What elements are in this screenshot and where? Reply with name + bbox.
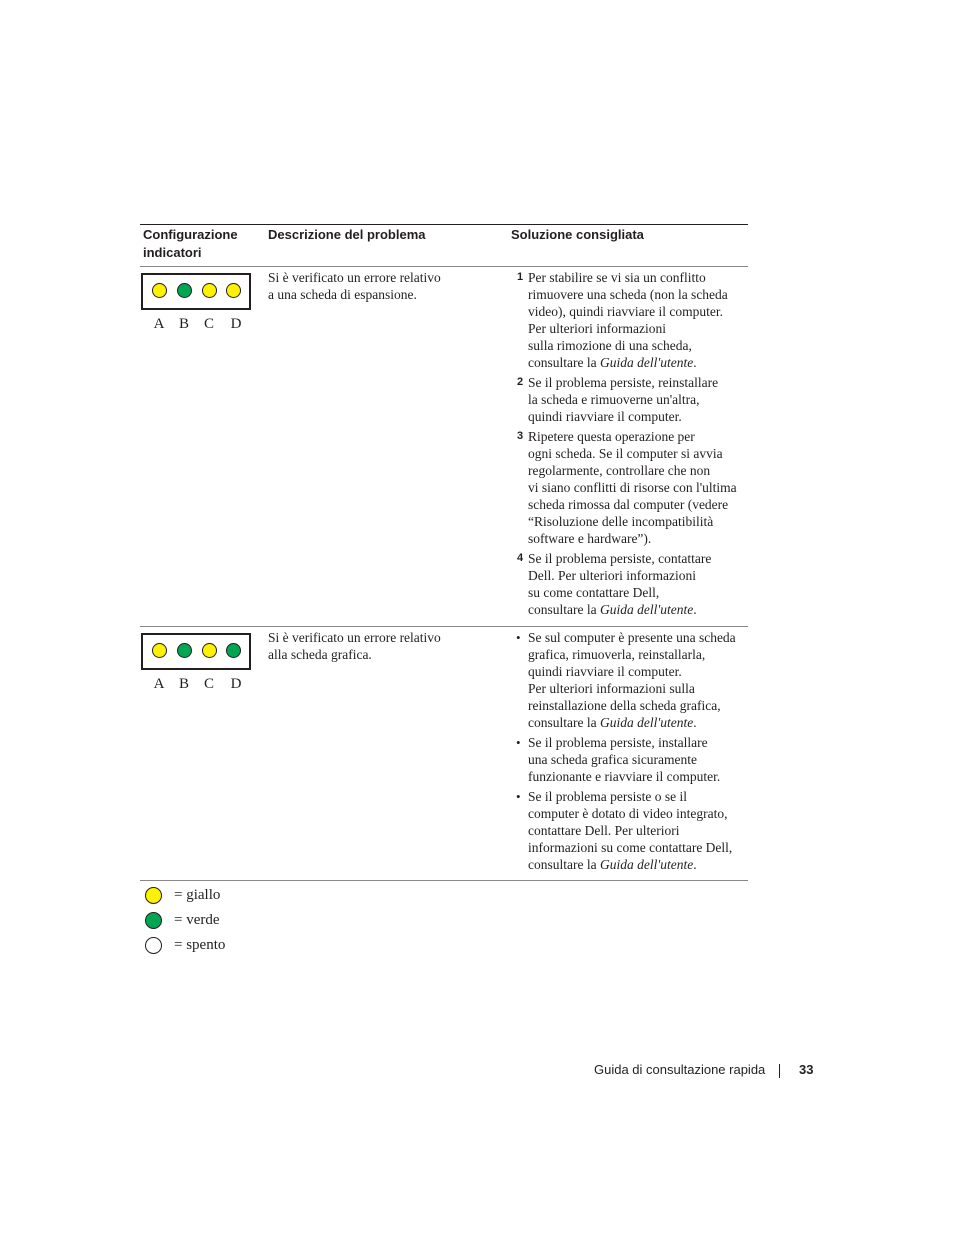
- solution-list-row-2: [515, 629, 750, 876]
- solution-step: [515, 374, 750, 425]
- column-header-config: [143, 226, 238, 262]
- indicator-panel-row-1: [141, 273, 251, 310]
- step-text-line: reinstallazione della scheda grafica,: [528, 698, 721, 713]
- problem-description-row-1: [268, 269, 478, 303]
- bullet-marker: •: [516, 789, 521, 804]
- bullet-marker: •: [516, 630, 521, 645]
- table-top-rule: [140, 224, 748, 225]
- problem-line: Si è verificato un errore relativo: [268, 630, 441, 645]
- reference-suffix: .: [693, 715, 697, 730]
- indicator-led-c: [202, 643, 217, 658]
- indicator-led-b: [177, 283, 192, 298]
- reference-prefix: consultare la: [528, 602, 600, 617]
- indicator-led-d: [226, 643, 241, 658]
- letter-a: A: [153, 316, 165, 332]
- guide-title: Guida dell'utente: [599, 602, 694, 617]
- solution-list-row-1: [515, 269, 750, 621]
- step-text-line: ogni scheda. Se il computer si avvia: [528, 446, 723, 461]
- reference-suffix: .: [693, 355, 697, 370]
- letter-b: B: [178, 316, 189, 332]
- problem-line: alla scheda grafica.: [268, 647, 372, 662]
- letter-d: D: [230, 316, 242, 332]
- step-text-line: computer è dotato di video integrato,: [528, 806, 728, 821]
- indicator-led-c: [202, 283, 217, 298]
- problem-description-row-2: [268, 629, 478, 663]
- step-text-line: video), quindi riavviare il computer.: [528, 304, 723, 319]
- step-text-line: Per stabilire se vi sia un conflitto: [528, 270, 706, 285]
- step-number: 3: [517, 430, 524, 442]
- step-text-line: scheda rimossa dal computer (vedere: [528, 497, 729, 512]
- step-text-line: Dell. Per ulteriori informazioni: [528, 568, 696, 583]
- solution-step: [515, 734, 750, 785]
- step-text-line: Per ulteriori informazioni: [528, 321, 666, 336]
- reference-suffix: .: [693, 857, 697, 872]
- legend-off-label: = spento: [174, 937, 226, 953]
- indicator-led-a: [152, 283, 167, 298]
- step-text-line: quindi riavviare il computer.: [528, 409, 682, 424]
- step-text-line: [528, 856, 750, 873]
- header-config-line-1: Configurazione: [143, 227, 238, 242]
- legend-green-label: = verde: [174, 912, 220, 928]
- problem-line: Si è verificato un errore relativo: [268, 270, 441, 285]
- step-text-line: Ripetere questa operazione per: [528, 429, 695, 444]
- indicator-letters-row-2: [141, 675, 251, 693]
- step-text-line: regolarmente, controllare che non: [528, 463, 711, 478]
- step-number: 4: [517, 552, 524, 564]
- step-text-line: contattare Dell. Per ulteriori: [528, 823, 680, 838]
- footer-title: Guida di consultazione rapida: [594, 1062, 766, 1077]
- step-text-line: Per ulteriori informazioni sulla: [528, 681, 695, 696]
- footer-separator: [779, 1064, 780, 1078]
- step-text-line: Se il problema persiste, reinstallare: [528, 375, 719, 390]
- row-2-bottom-rule: [140, 880, 748, 881]
- step-text-line: funzionante e riavviare il computer.: [528, 769, 721, 784]
- step-text-line: Se sul computer è presente una scheda: [528, 630, 736, 645]
- step-text-line: la scheda e rimuoverne un'altra,: [528, 392, 700, 407]
- step-number: 2: [517, 376, 524, 388]
- reference-suffix: .: [693, 602, 697, 617]
- header-config-line-2: indicatori: [143, 245, 202, 260]
- step-text-line: “Risoluzione delle incompatibilità: [528, 514, 714, 529]
- solution-step: [515, 269, 750, 371]
- step-text-line: quindi riavviare il computer.: [528, 664, 682, 679]
- problem-line: a una scheda di espansione.: [268, 287, 417, 302]
- legend-green-led-icon: [145, 912, 162, 929]
- indicator-led-d: [226, 283, 241, 298]
- column-header-solution: Soluzione consigliata: [511, 227, 644, 242]
- step-text-line: [528, 601, 750, 618]
- step-text-line: Se il problema persiste, installare: [528, 735, 708, 750]
- step-text-line: software e hardware”).: [528, 531, 652, 546]
- solution-step: [515, 788, 750, 873]
- step-text-line: informazioni su come contattare Dell,: [528, 840, 733, 855]
- indicator-led-b: [177, 643, 192, 658]
- page-number: 33: [799, 1062, 814, 1077]
- solution-step: [515, 428, 750, 547]
- column-header-problem: Descrizione del problema: [268, 227, 426, 242]
- step-text-line: Se il problema persiste o se il: [528, 789, 687, 804]
- solution-step: [515, 550, 750, 618]
- solution-step: [515, 629, 750, 731]
- step-number: 1: [517, 271, 524, 283]
- step-text-line: vi siano conflitti di risorse con l'ultima: [528, 480, 737, 495]
- letter-a: A: [153, 676, 165, 692]
- step-text-line: sulla rimozione di una scheda,: [528, 338, 692, 353]
- letter-b: B: [178, 676, 189, 692]
- guide-title: Guida dell'utente: [599, 715, 694, 730]
- indicator-panel-row-2: [141, 633, 251, 670]
- letter-c: C: [203, 316, 214, 332]
- step-text-line: [528, 354, 750, 371]
- step-text-line: una scheda grafica sicuramente: [528, 752, 698, 767]
- reference-prefix: consultare la: [528, 355, 600, 370]
- legend-off-led-icon: [145, 937, 162, 954]
- letter-c: C: [203, 676, 214, 692]
- bullet-marker: •: [516, 735, 521, 750]
- step-text-line: su come contattare Dell,: [528, 585, 660, 600]
- legend-yellow-led-icon: [145, 887, 162, 904]
- letter-d: D: [230, 676, 242, 692]
- reference-prefix: consultare la: [528, 857, 600, 872]
- indicator-led-a: [152, 643, 167, 658]
- reference-prefix: consultare la: [528, 715, 600, 730]
- legend-yellow-label: = giallo: [174, 887, 221, 903]
- indicator-letters-row-1: [141, 315, 251, 333]
- step-text-line: Se il problema persiste, contattare: [528, 551, 712, 566]
- step-text-line: [528, 714, 750, 731]
- header-bottom-rule: [140, 266, 748, 267]
- step-text-line: rimuovere una scheda (non la scheda: [528, 287, 728, 302]
- row-1-bottom-rule: [140, 626, 748, 627]
- step-text-line: grafica, rimuoverla, reinstallarla,: [528, 647, 706, 662]
- guide-title: Guida dell'utente: [599, 355, 694, 370]
- guide-title: Guida dell'utente: [599, 857, 694, 872]
